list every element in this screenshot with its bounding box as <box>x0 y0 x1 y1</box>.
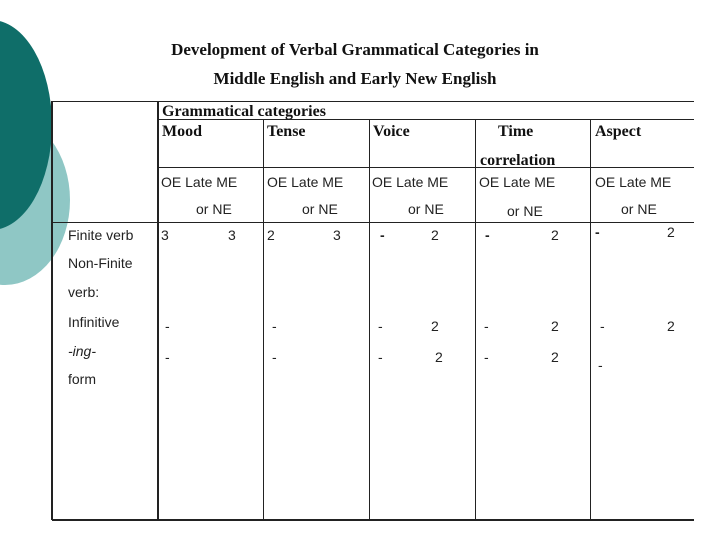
ing-time-me: 2 <box>551 349 559 365</box>
table-line-subheader <box>158 167 694 168</box>
table-col-divider-5 <box>590 119 591 520</box>
finite-aspect-me: 2 <box>667 224 675 240</box>
ing-voice-me: 2 <box>435 349 443 365</box>
ing-tense-oe: - <box>272 349 277 365</box>
infinitive-voice-me: 2 <box>431 318 439 334</box>
subheader-aspect-2: or NE <box>621 201 657 217</box>
category-time-correlation: correlation <box>480 152 556 169</box>
infinitive-time-me: 2 <box>551 318 559 334</box>
ing-voice-oe: - <box>378 349 383 365</box>
table-col-divider-1 <box>157 101 159 520</box>
table-bottom-border <box>52 519 694 521</box>
subheader-time-2: or NE <box>507 203 543 219</box>
category-time: Time <box>498 123 534 140</box>
infinitive-tense-oe: - <box>272 318 277 334</box>
ing-mood-oe: - <box>165 349 170 365</box>
finite-voice-me: 2 <box>431 227 439 243</box>
finite-mood-oe: 3 <box>161 227 169 243</box>
finite-voice-oe: - <box>380 227 385 243</box>
finite-time-me: 2 <box>551 227 559 243</box>
subheader-voice-2: or NE <box>408 201 444 217</box>
category-tense: Tense <box>267 123 306 140</box>
category-aspect: Aspect <box>595 123 642 140</box>
table-col-divider-3 <box>369 119 370 520</box>
ing-time-oe: - <box>484 349 489 365</box>
ing-aspect-oe: - <box>598 357 603 373</box>
title-line-2: Middle English and Early New English <box>213 69 497 88</box>
title-line-1: Development of Verbal Grammatical Categories in <box>171 40 539 59</box>
finite-tense-me: 3 <box>333 227 341 243</box>
group-header: Grammatical categories <box>162 103 326 120</box>
finite-tense-oe: 2 <box>267 227 275 243</box>
row-label-verb: verb: <box>68 284 100 300</box>
row-label-ing: -ing- <box>68 343 97 359</box>
table-top-border <box>52 101 694 102</box>
table-col-divider-2 <box>263 119 264 520</box>
row-label-non-finite: Non-Finite <box>68 255 133 271</box>
table-col-divider-4 <box>475 119 476 520</box>
row-label-form: form <box>68 371 96 387</box>
infinitive-time-oe: - <box>484 318 489 334</box>
table-left-border <box>51 101 53 520</box>
table-line-body <box>52 222 694 223</box>
row-label-infinitive: Infinitive <box>68 314 120 330</box>
subheader-tense-1: OE Late ME <box>267 174 344 190</box>
infinitive-aspect-oe: - <box>600 318 605 334</box>
infinitive-mood-oe: - <box>165 318 170 334</box>
finite-aspect-oe: - <box>595 224 600 240</box>
subheader-voice-1: OE Late ME <box>372 174 449 190</box>
infinitive-aspect-me: 2 <box>667 318 675 334</box>
subheader-mood-1: OE Late ME <box>161 174 238 190</box>
subheader-mood-2: or NE <box>196 201 232 217</box>
finite-time-oe: - <box>485 227 490 243</box>
infinitive-voice-oe: - <box>378 318 383 334</box>
subheader-tense-2: or NE <box>302 201 338 217</box>
subheader-time-1: OE Late ME <box>479 174 556 190</box>
finite-mood-me: 3 <box>228 227 236 243</box>
subheader-aspect-1: OE Late ME <box>595 174 672 190</box>
row-label-finite-verb: Finite verb <box>68 227 134 243</box>
category-mood: Mood <box>162 123 202 140</box>
category-voice: Voice <box>373 123 410 140</box>
